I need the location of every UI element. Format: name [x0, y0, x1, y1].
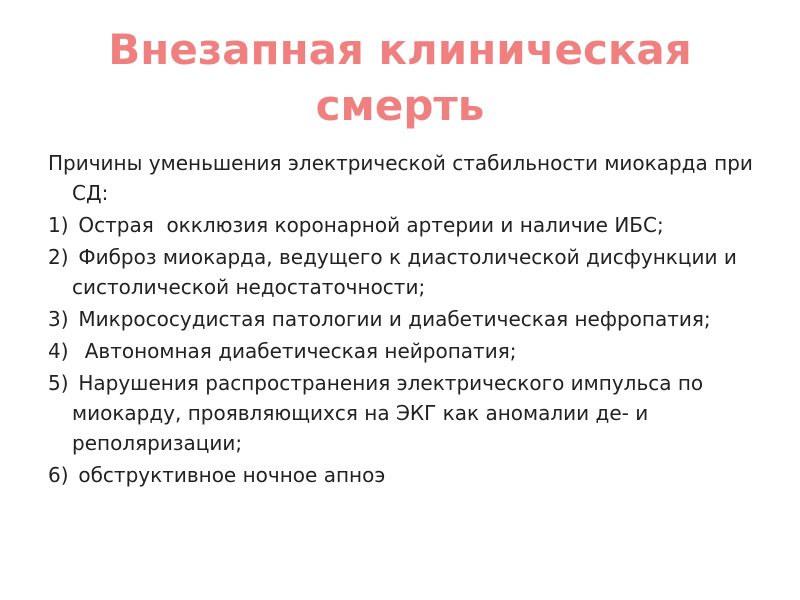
- list-item-text: Микрососудистая патологии и диабетическая нефропатия;: [72, 307, 711, 331]
- list-item-text: Острая окклюзия коронарной артерии и наличие ИБС;: [72, 213, 664, 237]
- list-item-number: 2): [48, 245, 69, 269]
- list-item-1: [48, 210, 768, 240]
- list-item-number: 4): [48, 339, 69, 363]
- list-item-number: 1): [48, 213, 69, 237]
- list-item-number: 5): [48, 371, 69, 395]
- intro-text: Причины уменьшения электрической стабильности миокарда при СД:: [48, 151, 753, 205]
- slide-title: [40, 22, 760, 134]
- list-item-number: 6): [48, 463, 69, 487]
- slide-body: [48, 148, 768, 492]
- list-item-text: Фиброз миокарда, ведущего к диастолической дисфункции и систолической недостаточности;: [72, 245, 744, 299]
- list-item-number: 3): [48, 307, 69, 331]
- list-item-text: Автономная диабетическая нейропатия;: [72, 339, 517, 363]
- list-item-6: [48, 460, 768, 490]
- list-item-3: [48, 304, 768, 334]
- slide-title-line-2: смерть: [315, 81, 485, 130]
- list-item-5: [48, 368, 768, 458]
- list-item-text: обструктивное ночное апноэ: [72, 463, 386, 487]
- list-item-2: [48, 242, 768, 302]
- list-item-4: [48, 336, 768, 366]
- slide-title-line-1: Внезапная клиническая: [108, 25, 692, 74]
- list-item-text: Нарушения распространения электрического импульса по миокарду, проявляющихся на ЭКГ как аномалии де- и реполяризации;: [72, 371, 710, 455]
